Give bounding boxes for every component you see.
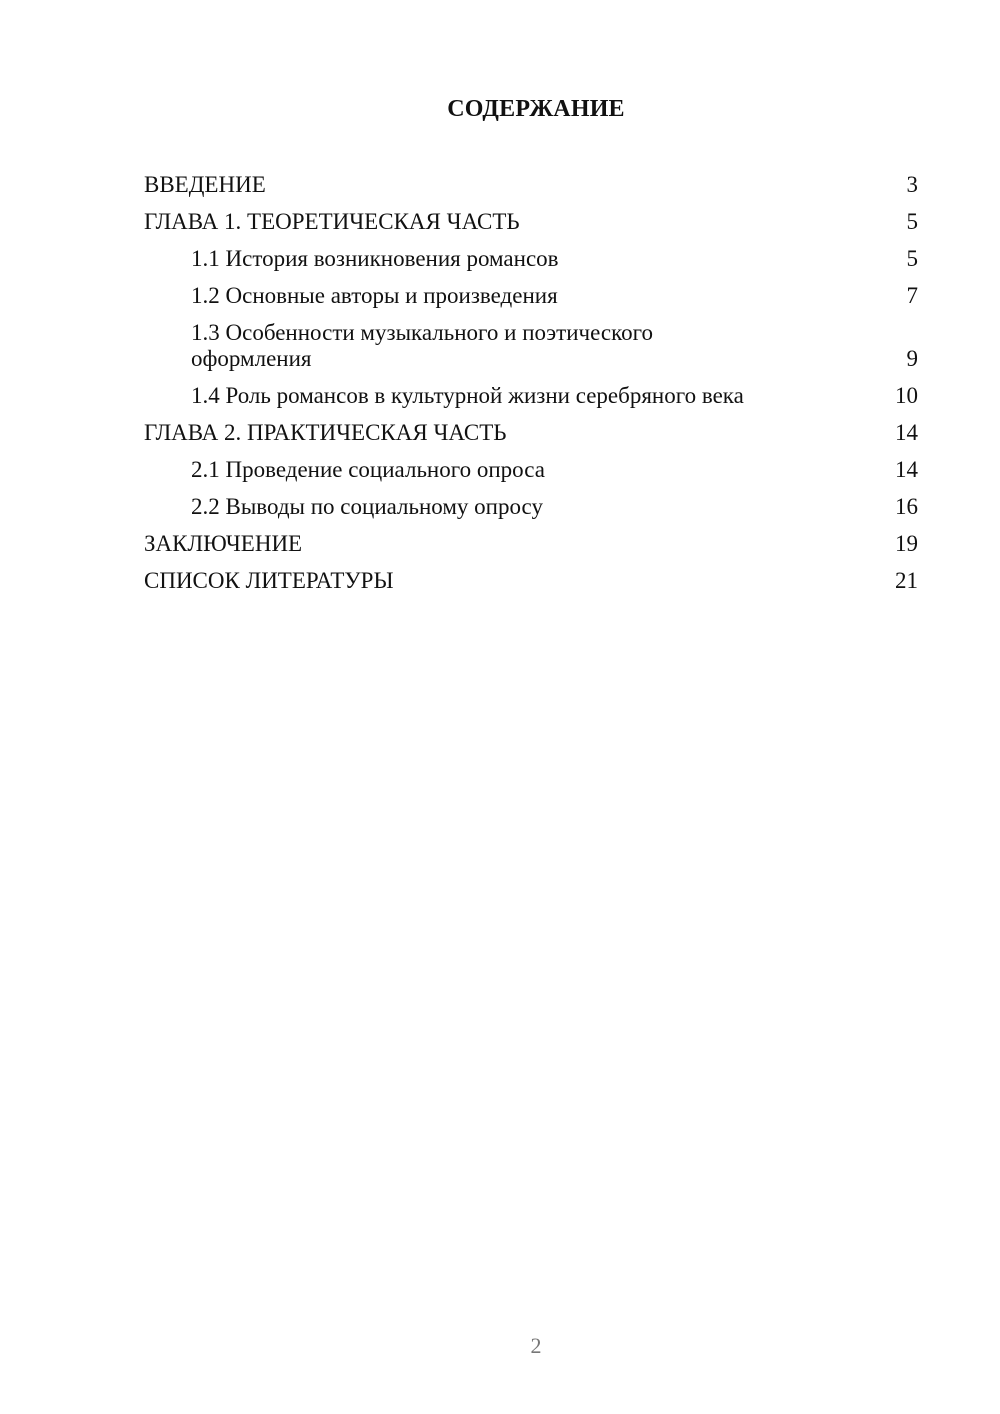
toc-entry-page: 5 <box>906 246 918 271</box>
toc-entry-page: 16 <box>895 494 918 519</box>
toc-entry-page: 3 <box>906 172 918 197</box>
toc-entry-title: 1.1 История возникновения романсов <box>191 246 559 271</box>
toc-entry-page: 9 <box>906 346 918 371</box>
toc-entry-section-1-3[interactable] <box>144 316 918 379</box>
toc-entry-section-1-2[interactable] <box>144 279 918 316</box>
toc-entry-section-2-2[interactable] <box>144 490 918 527</box>
toc-entry-page: 7 <box>906 283 918 308</box>
toc-entry-page: 14 <box>895 420 918 445</box>
toc-entry-bibliography[interactable] <box>144 564 918 601</box>
toc-entry-title: 2.2 Выводы по социальному опросу <box>191 494 543 519</box>
toc-entry-section-1-4[interactable] <box>144 379 918 416</box>
toc-entry-page: 21 <box>895 568 918 593</box>
toc-entry-chapter-1[interactable] <box>144 205 918 242</box>
toc-entry-title: ГЛАВА 2. ПРАКТИЧЕСКАЯ ЧАСТЬ <box>144 420 507 445</box>
toc-entry-page: 19 <box>895 531 918 556</box>
toc-entry-conclusion[interactable] <box>144 527 918 564</box>
page-number: 2 <box>530 1333 542 1358</box>
table-of-contents <box>144 168 918 601</box>
toc-entry-page: 14 <box>895 457 918 482</box>
toc-entry-section-1-1[interactable] <box>144 242 918 279</box>
toc-entry-title: ВВЕДЕНИЕ <box>144 172 266 197</box>
toc-entry-title: ГЛАВА 1. ТЕОРЕТИЧЕСКАЯ ЧАСТЬ <box>144 209 520 234</box>
toc-entry-title: СПИСОК ЛИТЕРАТУРЫ <box>144 568 394 593</box>
toc-heading: СОДЕРЖАНИЕ <box>447 96 625 122</box>
toc-entry-section-2-1[interactable] <box>144 453 918 490</box>
toc-entry-introduction[interactable] <box>144 168 918 205</box>
toc-entry-page: 5 <box>906 209 918 234</box>
toc-entry-page: 10 <box>895 383 918 408</box>
toc-entry-title: 1.2 Основные авторы и произведения <box>191 283 558 308</box>
toc-entry-title: ЗАКЛЮЧЕНИЕ <box>144 531 303 556</box>
toc-entry-title: 2.1 Проведение социального опроса <box>191 457 545 482</box>
toc-entry-chapter-2[interactable] <box>144 416 918 453</box>
toc-entry-title: 1.4 Роль романсов в культурной жизни серебряного века <box>191 383 744 408</box>
toc-entry-title: 1.3 Особенности музыкального и поэтического оформления <box>191 320 653 371</box>
